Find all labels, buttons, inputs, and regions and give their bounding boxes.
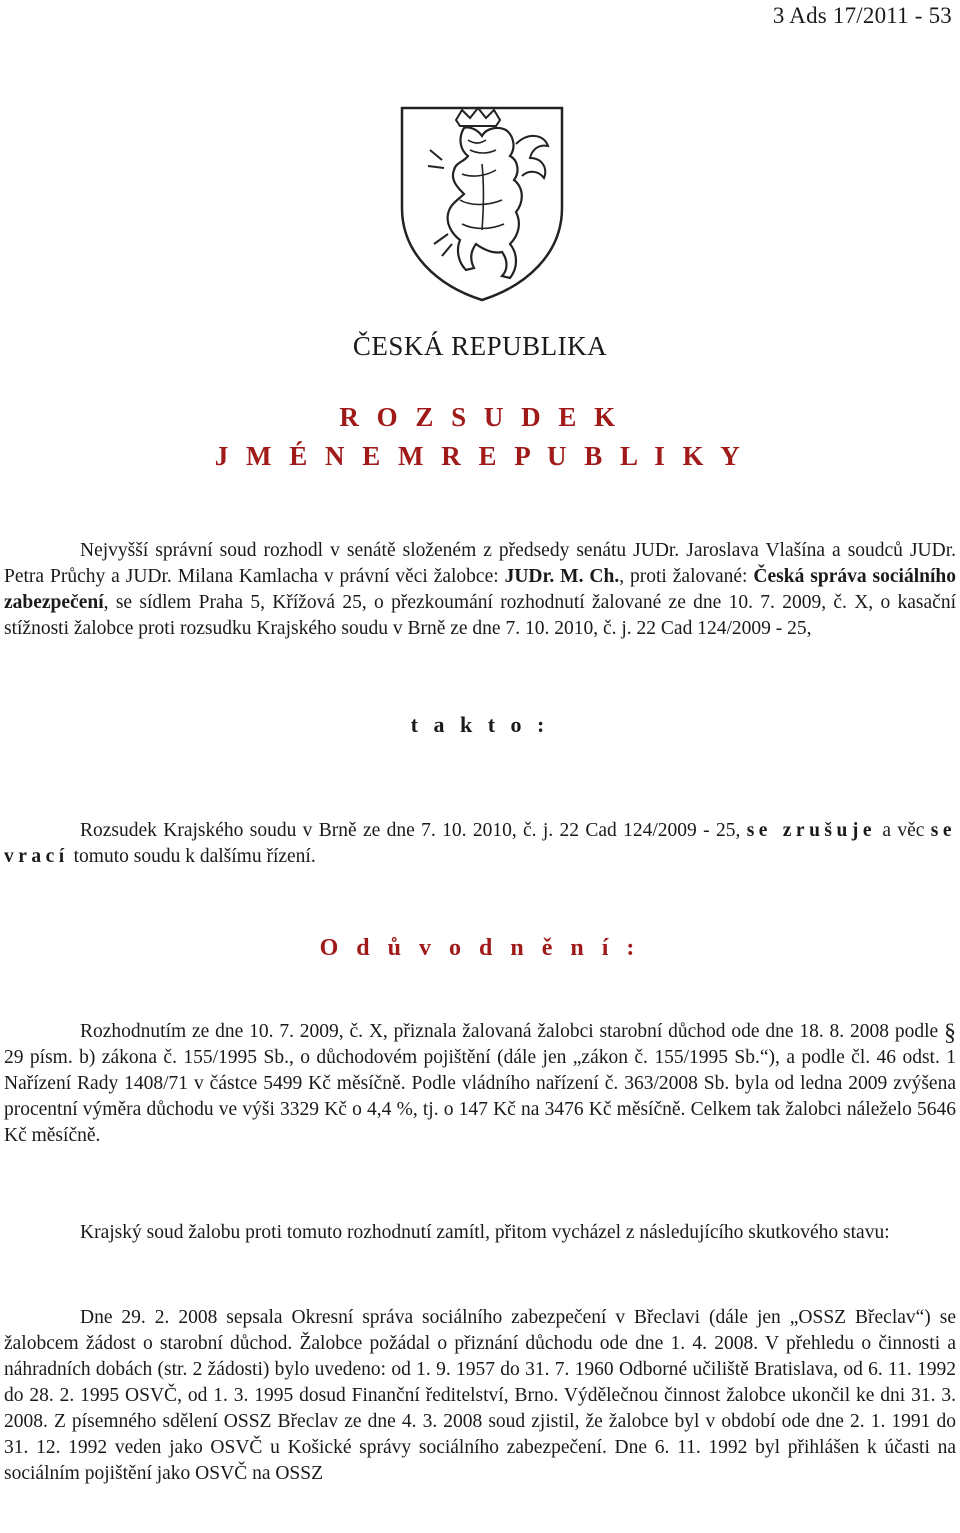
in-name-of-republic-title: J M É N E M R E P U B L I K Y xyxy=(214,441,746,471)
paragraph-text: Dne 29. 2. 2008 sepsala Okresní správa sociálního zabezpečení v Břeclavi (dále jen „OSSZ Břeclav“) se žalobcem žádost o starobní důchod. Žalobce požádal o přiznání důchodu ode dne 1. 4. 2008. V přehledu o činnosti a náhradních dobách (str. 2 žádosti) bylo uvedeno: od 1. 9. 1957 do 31. 7. 1960 Odborné učiliště Bratislava, od 6. 11. 1992 do 28. 2. 1995 OSVČ, od 1. 3. 1995 dosud Finanční ředitelství, Brno. Výdělečnou činnost žalobce ukončil ke dni 31. 3. 2008. Z písemného sdělení OSSZ Břeclav ze dne 4. 3. 2008 soud zjistil, že žalobce byl v období ode dne 2. 1. 1991 do 31. 12. 1992 veden jako OSVČ u Košické správy sociálního zabezpečení. Dne 6. 11. 1992 byl přihlášen k účasti na sociálním pojištění jako OSVČ na OSSZ xyxy=(4,1307,956,1484)
case-number: 3 Ads 17/2011 - 53 xyxy=(772,3,952,28)
intro-paragraph xyxy=(4,538,956,642)
ruling-paragraph xyxy=(4,818,956,870)
annulled-phrase: se zrušuje xyxy=(746,820,877,841)
paragraph-text: Rozhodnutím ze dne 10. 7. 2009, č. X, přiznala žalovaná žalobci starobní důchod ode dne 18. 8. 2008 podle xyxy=(80,1021,944,1042)
takto-heading: t a k t o : xyxy=(410,712,550,737)
verdict-title: R O Z S U D E K xyxy=(339,402,621,432)
reasoning-heading: O d ů v o d n ě n í : xyxy=(319,935,641,961)
paragraph-text: 29 písm. b) zákona č. 155/1995 Sb., o důchodovém pojištění (dále jen „zákon č. 155/1995 Sb.“), a podle čl. 46 odst. 1 Nařízení Rady 1408/71 v částce 5499 Kč měsíčně. Podle vládního nařízení č. 363/2008 Sb. byla od ledna 2009 zvýšena procentní výměra důchodu ve výši 3329 Kč o 4,4 %, tj. o 147 Kč na 3476 Kč měsíčně. Celkem tak žalobci náleželo 5646 Kč měsíčně. xyxy=(4,1047,956,1146)
paragraph-text: Krajský soud žalobu proti tomuto rozhodnutí zamítl, přitom vycházel z následujícího skutkového stavu: xyxy=(80,1222,890,1243)
returned-phrase: se vrací xyxy=(4,820,957,867)
intro-text: , proti žalované: xyxy=(619,566,754,587)
section-symbol: § xyxy=(944,1020,956,1046)
intro-text: , se sídlem Praha 5, Křížová 25, o přezkoumání rozhodnutí žalované ze dne 10. 7. 2009, č. X, o kasační stížnosti žalobce proti rozsudku Krajského soudu v Brně ze dne 7. 10. 2010, č. j. 22 Cad 124/2009 - 25, xyxy=(4,592,956,639)
reasoning-paragraph-2 xyxy=(4,1220,956,1246)
country-title: ČESKÁ REPUBLIKA xyxy=(352,331,608,361)
intro-text: Nejvyšší správní soud rozhodl v senátě složeném z předsedy senátu JUDr. Jaroslava Vlašína a soudců JUDr. Petra Průchy a JUDr. Milana Kamlacha v právní věci žalobce: xyxy=(4,540,956,587)
ruling-text: tomuto soudu k dalšímu řízení. xyxy=(68,846,316,867)
ruling-text: Rozsudek Krajského soudu v Brně ze dne 7. 10. 2010, č. j. 22 Cad 124/2009 - 25, xyxy=(80,820,747,841)
reasoning-paragraph-3 xyxy=(4,1305,956,1487)
plaintiff-name: JUDr. M. Ch. xyxy=(504,566,620,587)
ruling-text: a věc xyxy=(876,820,931,841)
reasoning-paragraph-1 xyxy=(4,1019,956,1149)
defendant-name: Česká správa sociálního zabezpečení xyxy=(4,566,956,613)
czech-lion-coat-of-arms-icon xyxy=(398,104,566,304)
